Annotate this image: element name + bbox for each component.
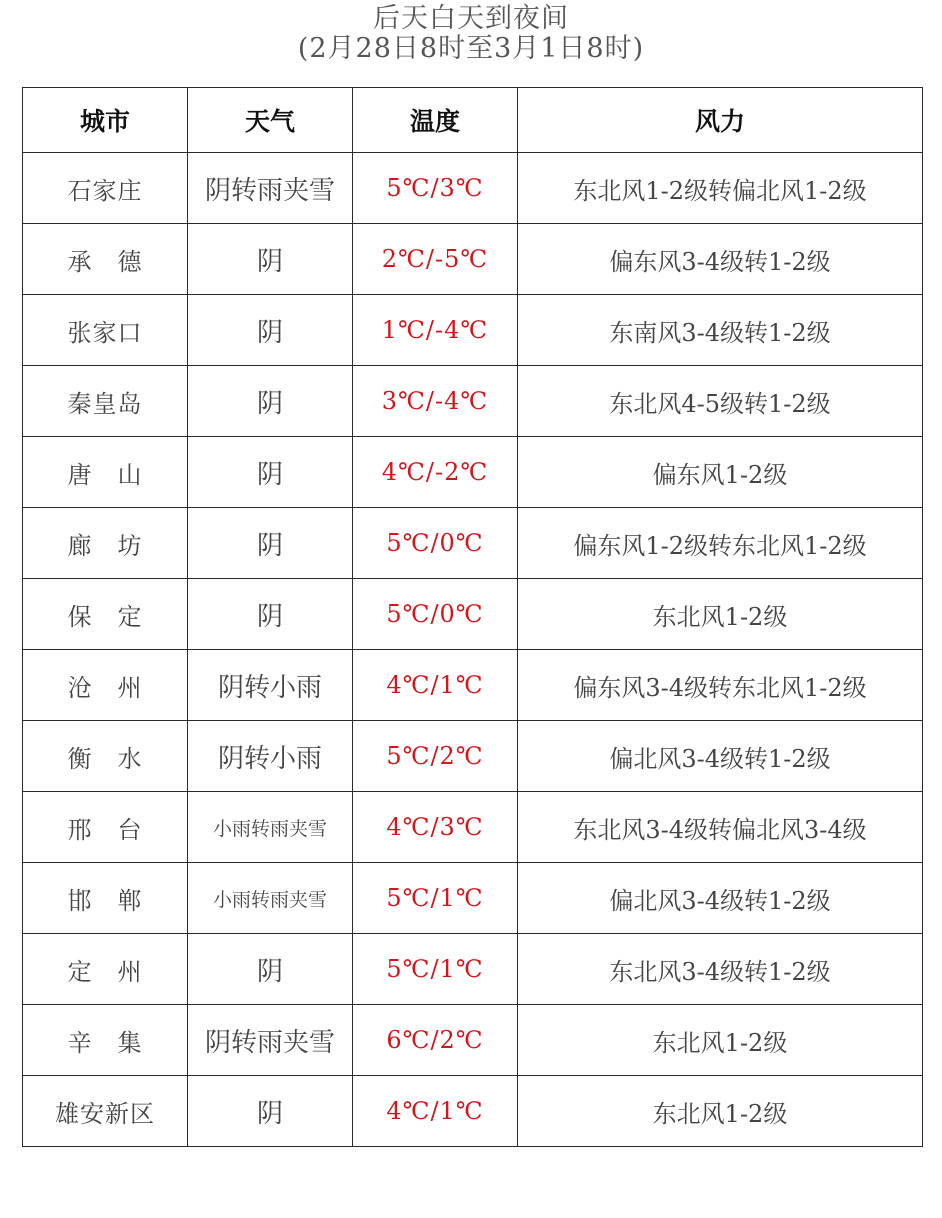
wind-cell: 东北风1-2级 (518, 579, 923, 650)
title-line-date-range: (2月28日8时至3月1日8时) (297, 33, 645, 64)
table-row (23, 863, 923, 934)
header-wind: 风力 (518, 88, 923, 153)
table-row (23, 437, 923, 508)
header-city: 城市 (23, 88, 188, 153)
wind-cell: 偏东风3-4级转1-2级 (518, 224, 923, 295)
temperature-cell: 1℃/-4℃ (353, 295, 518, 366)
temperature-cell: 4℃/3℃ (353, 792, 518, 863)
table-row (23, 721, 923, 792)
temperature-cell: 2℃/-5℃ (353, 224, 518, 295)
forecast-table (22, 87, 923, 1147)
city-cell: 衡 水 (23, 721, 188, 792)
wind-cell: 东北风1-2级转偏北风1-2级 (518, 153, 923, 224)
table-row (23, 224, 923, 295)
weather-cell: 阴 (188, 508, 353, 579)
weather-cell: 小雨转雨夹雪 (188, 863, 353, 934)
city-cell: 秦皇岛 (23, 366, 188, 437)
table-row (23, 153, 923, 224)
table-row (23, 579, 923, 650)
temperature-cell: 5℃/0℃ (353, 508, 518, 579)
weather-cell: 阴 (188, 934, 353, 1005)
wind-cell: 偏北风3-4级转1-2级 (518, 721, 923, 792)
weather-cell: 阴 (188, 224, 353, 295)
city-cell: 邢 台 (23, 792, 188, 863)
city-cell: 石家庄 (23, 153, 188, 224)
temperature-cell: 5℃/1℃ (353, 934, 518, 1005)
temperature-cell: 4℃/-2℃ (353, 437, 518, 508)
weather-cell: 阴 (188, 295, 353, 366)
table-row (23, 508, 923, 579)
weather-cell: 阴 (188, 579, 353, 650)
temperature-cell: 5℃/0℃ (353, 579, 518, 650)
city-cell: 雄安新区 (23, 1076, 188, 1147)
weather-cell: 阴转小雨 (188, 650, 353, 721)
weather-cell: 阴 (188, 366, 353, 437)
temperature-cell: 4℃/1℃ (353, 650, 518, 721)
weather-cell: 阴 (188, 1076, 353, 1147)
city-cell: 唐 山 (23, 437, 188, 508)
table-row (23, 295, 923, 366)
table-row (23, 792, 923, 863)
weather-cell: 阴转雨夹雪 (188, 1005, 353, 1076)
wind-cell: 东北风3-4级转1-2级 (518, 934, 923, 1005)
wind-cell: 东北风1-2级 (518, 1005, 923, 1076)
city-cell: 沧 州 (23, 650, 188, 721)
temperature-cell: 5℃/1℃ (353, 863, 518, 934)
forecast-title (0, 4, 942, 64)
header-temperature: 温度 (353, 88, 518, 153)
temperature-cell: 5℃/3℃ (353, 153, 518, 224)
wind-cell: 东北风1-2级 (518, 1076, 923, 1147)
wind-cell: 偏东风1-2级 (518, 437, 923, 508)
city-cell: 保 定 (23, 579, 188, 650)
table-row (23, 650, 923, 721)
city-cell: 承 德 (23, 224, 188, 295)
temperature-cell: 4℃/1℃ (353, 1076, 518, 1147)
weather-cell: 阴转小雨 (188, 721, 353, 792)
weather-cell: 阴转雨夹雪 (188, 153, 353, 224)
title-line-period: 后天白天到夜间 (373, 3, 569, 34)
city-cell: 邯 郸 (23, 863, 188, 934)
wind-cell: 东北风3-4级转偏北风3-4级 (518, 792, 923, 863)
weather-cell: 阴 (188, 437, 353, 508)
wind-cell: 偏东风1-2级转东北风1-2级 (518, 508, 923, 579)
wind-cell: 偏东风3-4级转东北风1-2级 (518, 650, 923, 721)
wind-cell: 偏北风3-4级转1-2级 (518, 863, 923, 934)
temperature-cell: 3℃/-4℃ (353, 366, 518, 437)
temperature-cell: 6℃/2℃ (353, 1005, 518, 1076)
city-cell: 定 州 (23, 934, 188, 1005)
table-row (23, 1005, 923, 1076)
wind-cell: 东北风4-5级转1-2级 (518, 366, 923, 437)
table-row (23, 934, 923, 1005)
header-weather: 天气 (188, 88, 353, 153)
city-cell: 廊 坊 (23, 508, 188, 579)
table-row (23, 366, 923, 437)
city-cell: 辛 集 (23, 1005, 188, 1076)
temperature-cell: 5℃/2℃ (353, 721, 518, 792)
wind-cell: 东南风3-4级转1-2级 (518, 295, 923, 366)
city-cell: 张家口 (23, 295, 188, 366)
header-row (23, 88, 923, 153)
table-row (23, 1076, 923, 1147)
weather-cell: 小雨转雨夹雪 (188, 792, 353, 863)
